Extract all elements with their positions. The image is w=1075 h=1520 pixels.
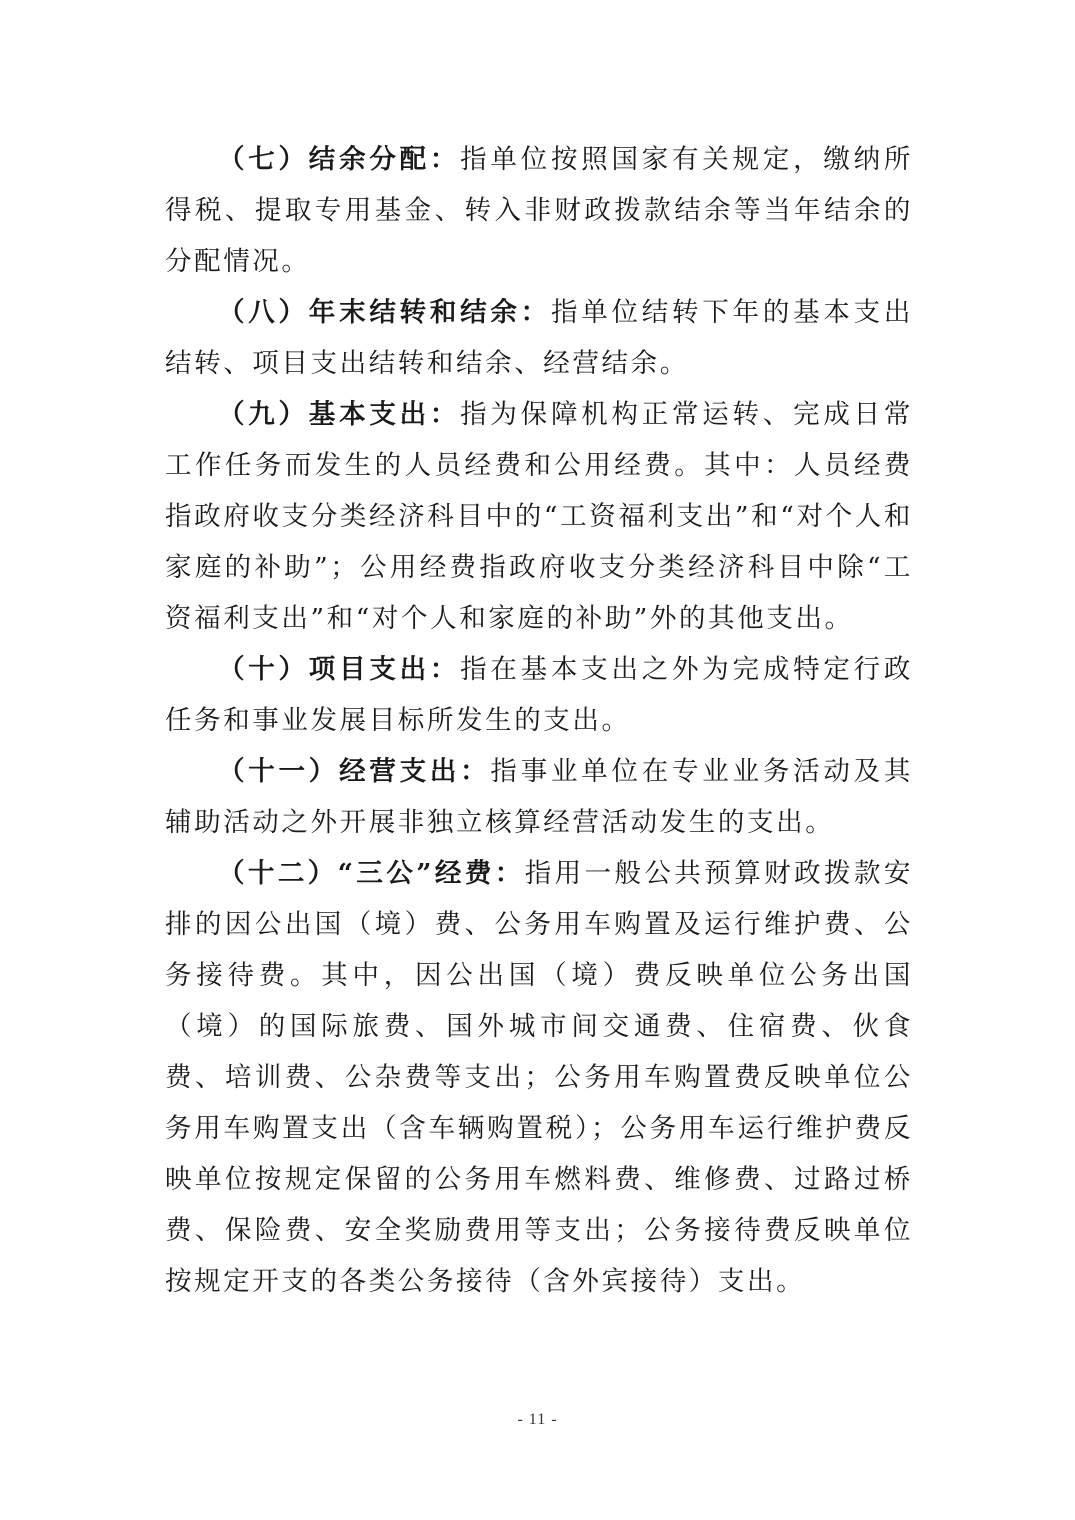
paragraph-basic-expenditure <box>165 389 913 644</box>
term-definition: 指单位结转下年的基本支出结转、项目支出结转和结余、经营结余。 <box>165 297 913 379</box>
term-definition: 指事业单位在专业业务活动及其辅助活动之外开展非独立核算经营活动发生的支出。 <box>165 756 914 838</box>
paragraph-year-end-carryover <box>165 287 913 389</box>
document-body <box>165 134 913 1307</box>
term-heading: （七）结余分配： <box>218 144 461 175</box>
paragraph-surplus-distribution <box>165 134 913 287</box>
term-definition: 指为保障机构正常运转、完成日常工作任务而发生的人员经费和公用经费。其中：人员经费指政府收支分类经济科目中的“工资福利支出”和“对个人和家庭的补助”；公用经费指政府收支分类经济科目中除“工资福利支出”和“对个人和家庭的补助”外的其他支出。 <box>165 399 913 634</box>
term-heading: （十）项目支出： <box>218 654 461 685</box>
paragraph-project-expenditure <box>165 644 913 746</box>
term-heading: （十二）“三公”经费： <box>218 858 525 889</box>
term-definition: 指单位按照国家有关规定，缴纳所得税、提取专用基金、转入非财政拨款结余等当年结余的分配情况。 <box>165 144 913 277</box>
page-number: - 11 - <box>517 1411 558 1428</box>
term-definition: 指在基本支出之外为完成特定行政任务和事业发展目标所发生的支出。 <box>165 654 913 736</box>
term-heading: （十一）经营支出： <box>218 756 491 787</box>
term-heading: （八）年末结转和结余： <box>218 297 551 328</box>
term-definition: 指用一般公共预算财政拨款安排的因公出国（境）费、公务用车购置及运行维护费、公务接待费。其中，因公出国（境）费反映单位公务出国（境）的国际旅费、国外城市间交通费、住宿费、伙食费、培训费、公杂费等支出；公务用车购置费反映单位公务用车购置支出（含车辆购置税）；公务用车运行维护费反映单位按规定保留的公务用车燃料费、维修费、过路过桥费、保险费、安全奖励费用等支出；公务接待费反映单位按规定开支的各类公务接待（含外宾接待）支出。 <box>165 858 913 1297</box>
paragraph-three-public-expenses <box>165 848 913 1307</box>
term-heading: （九）基本支出： <box>218 399 461 430</box>
paragraph-operating-expenditure <box>165 746 913 848</box>
